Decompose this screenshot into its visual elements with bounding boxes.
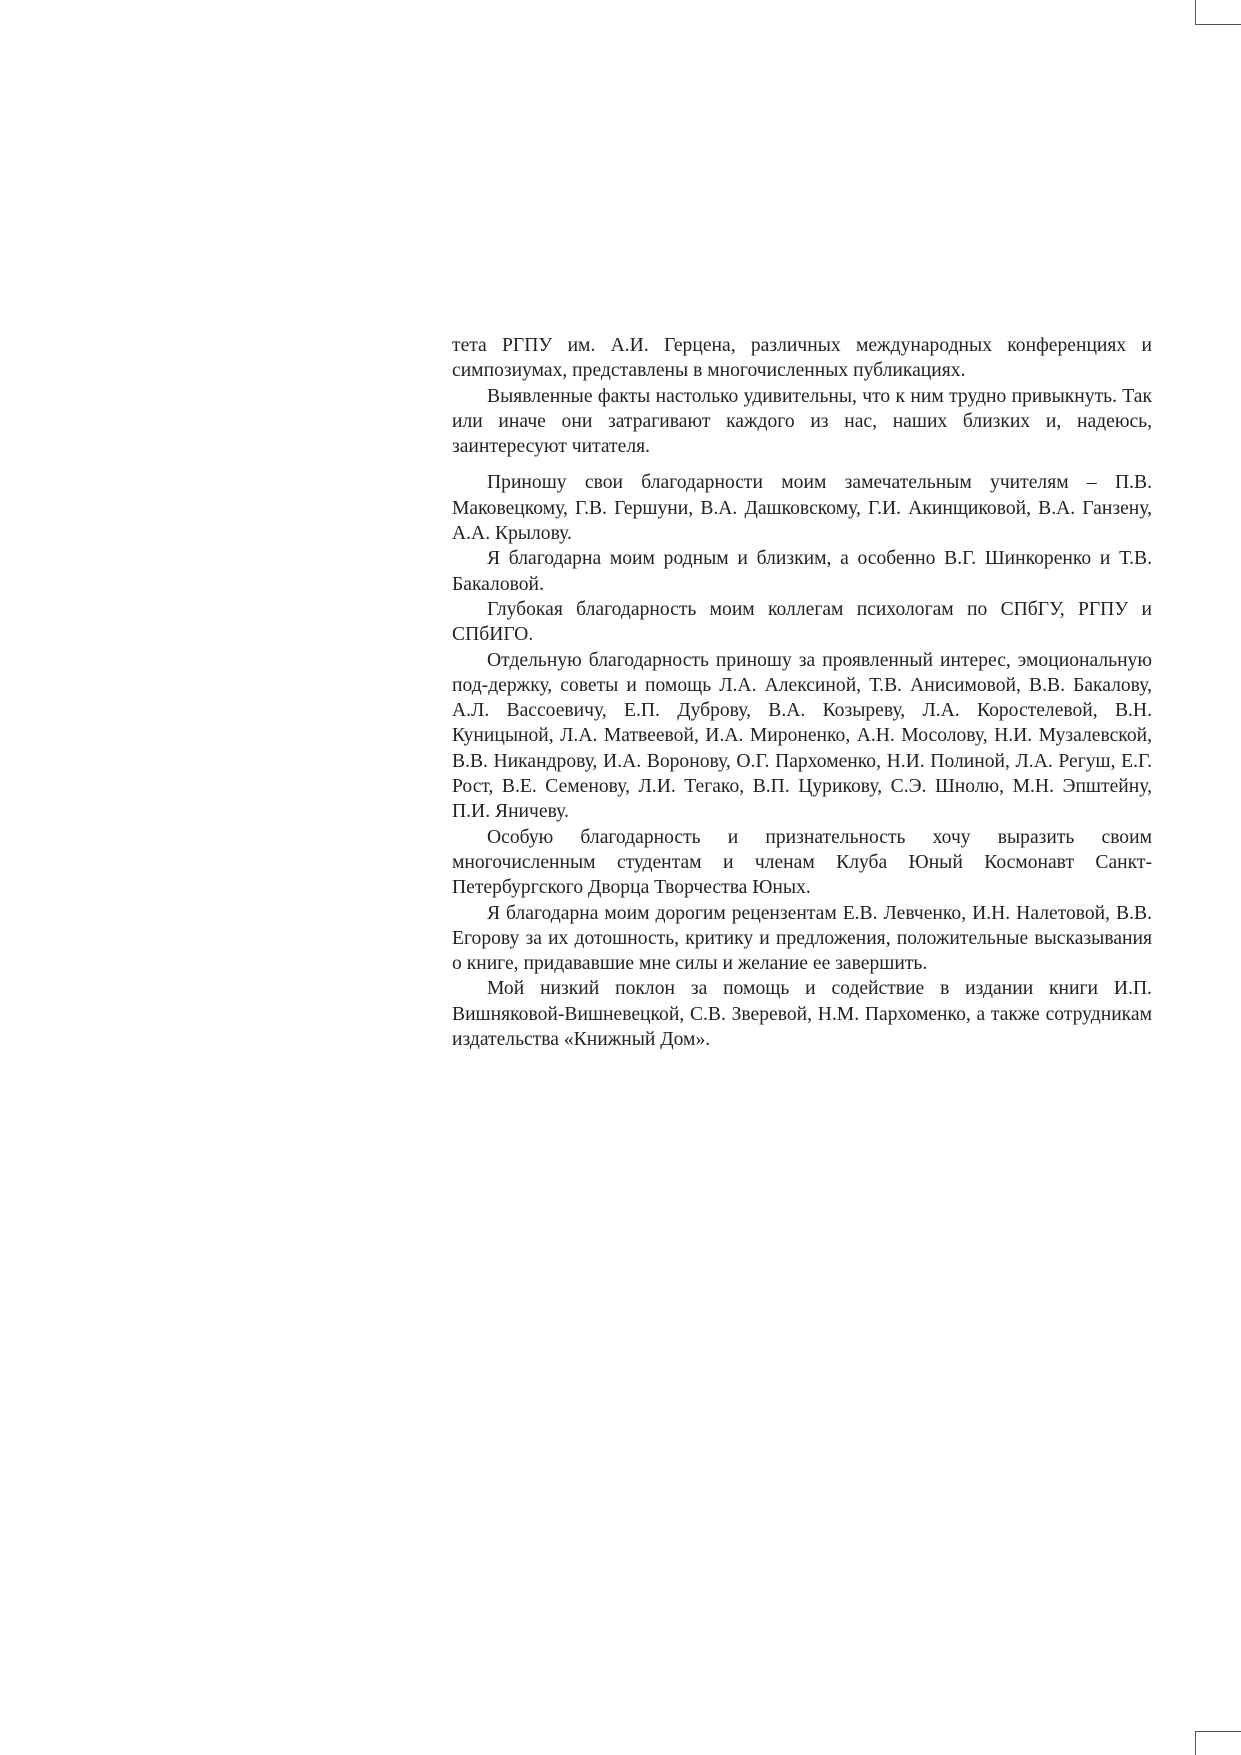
crop-mark-top-horizontal <box>1195 24 1241 25</box>
crop-mark-top-vertical <box>1195 0 1196 24</box>
paragraph-students-thanks: Особую благодарность и признательность хочу выразить своим многочисленным студентам и членам Клуба Юный Космонавт Санкт-Петербургского Дворца Творчества Юных. <box>452 826 1152 899</box>
paragraph-family-thanks: Я благодарна моим родным и близким, а особенно В.Г. Шинкоренко и Т.В. Бакаловой. <box>452 548 1152 595</box>
paragraph-colleagues-thanks: Глубокая благодарность моим коллегам психологам по СПбГУ, РГПУ и СПбИГО. <box>452 598 1152 646</box>
crop-mark-bottom-vertical <box>1195 1731 1196 1755</box>
paragraph-findings: Выявленные факты настолько удивительны, что к ним трудно привыкнуть. Так или иначе они затрагивают каждого из нас, наших близких и, надеюсь, заинтересуют читателя. <box>452 385 1152 458</box>
body-text <box>452 333 1152 1052</box>
paragraph-support-thanks: Отдельную благодарность приношу за проявленный интерес, эмоциональную под-держку, советы и помощь Л.А. Алексиной, Т.В. Анисимовой, В.В. Бакалову, А.Л. Вассоевичу, Е.П. Дуброву, В.А. Козыреву, Л.А. Коростелевой, В.Н. Куницыной, Л.А. Матвеевой, И.А. Мироненко, А.Н. Мосолову, Н.И. Музалевской, В.В. Никандрову, И.А. Воронову, О.Г. Пархоменко, Н.И. Полиной, Л.А. Регуш, Е.Г. Рост, В.Е. Семенову, Л.И. Тегако, В.П. Цурикову, С.Э. Шнолю, М.Н. Эпштейну, П.И. Яничеву. <box>452 649 1152 823</box>
paragraph-publishing-thanks: Мой низкий поклон за помощь и содействие в издании книги И.П. Вишняковой-Вишневецкой, С.В. Зверевой, Н.М. Пархоменко, а также сотрудникам издательства «Книжный Дом». <box>452 978 1152 1051</box>
crop-mark-bottom-horizontal <box>1195 1731 1241 1732</box>
paragraph-continuation: тета РГПУ им. А.И. Герцена, различных международных конференциях и симпозиумах, представлены в многочисленных публикациях. <box>452 335 1152 382</box>
paragraph-reviewers-thanks: Я благодарна моим дорогим рецензентам Е.В. Левченко, И.Н. Налетовой, В.В. Егорову за их дотошность, критику и предложения, положительные высказывания о книге, придававшие мне силы и желание ее завершить. <box>452 902 1152 975</box>
paragraph-teachers-thanks: Приношу свои благодарности моим замечательным учителям – П.В. Маковецкому, Г.В. Гершуни, В.А. Дашковскому, Г.И. Акинщиковой, В.А. Ганзену, А.А. Крылову. <box>452 472 1152 545</box>
